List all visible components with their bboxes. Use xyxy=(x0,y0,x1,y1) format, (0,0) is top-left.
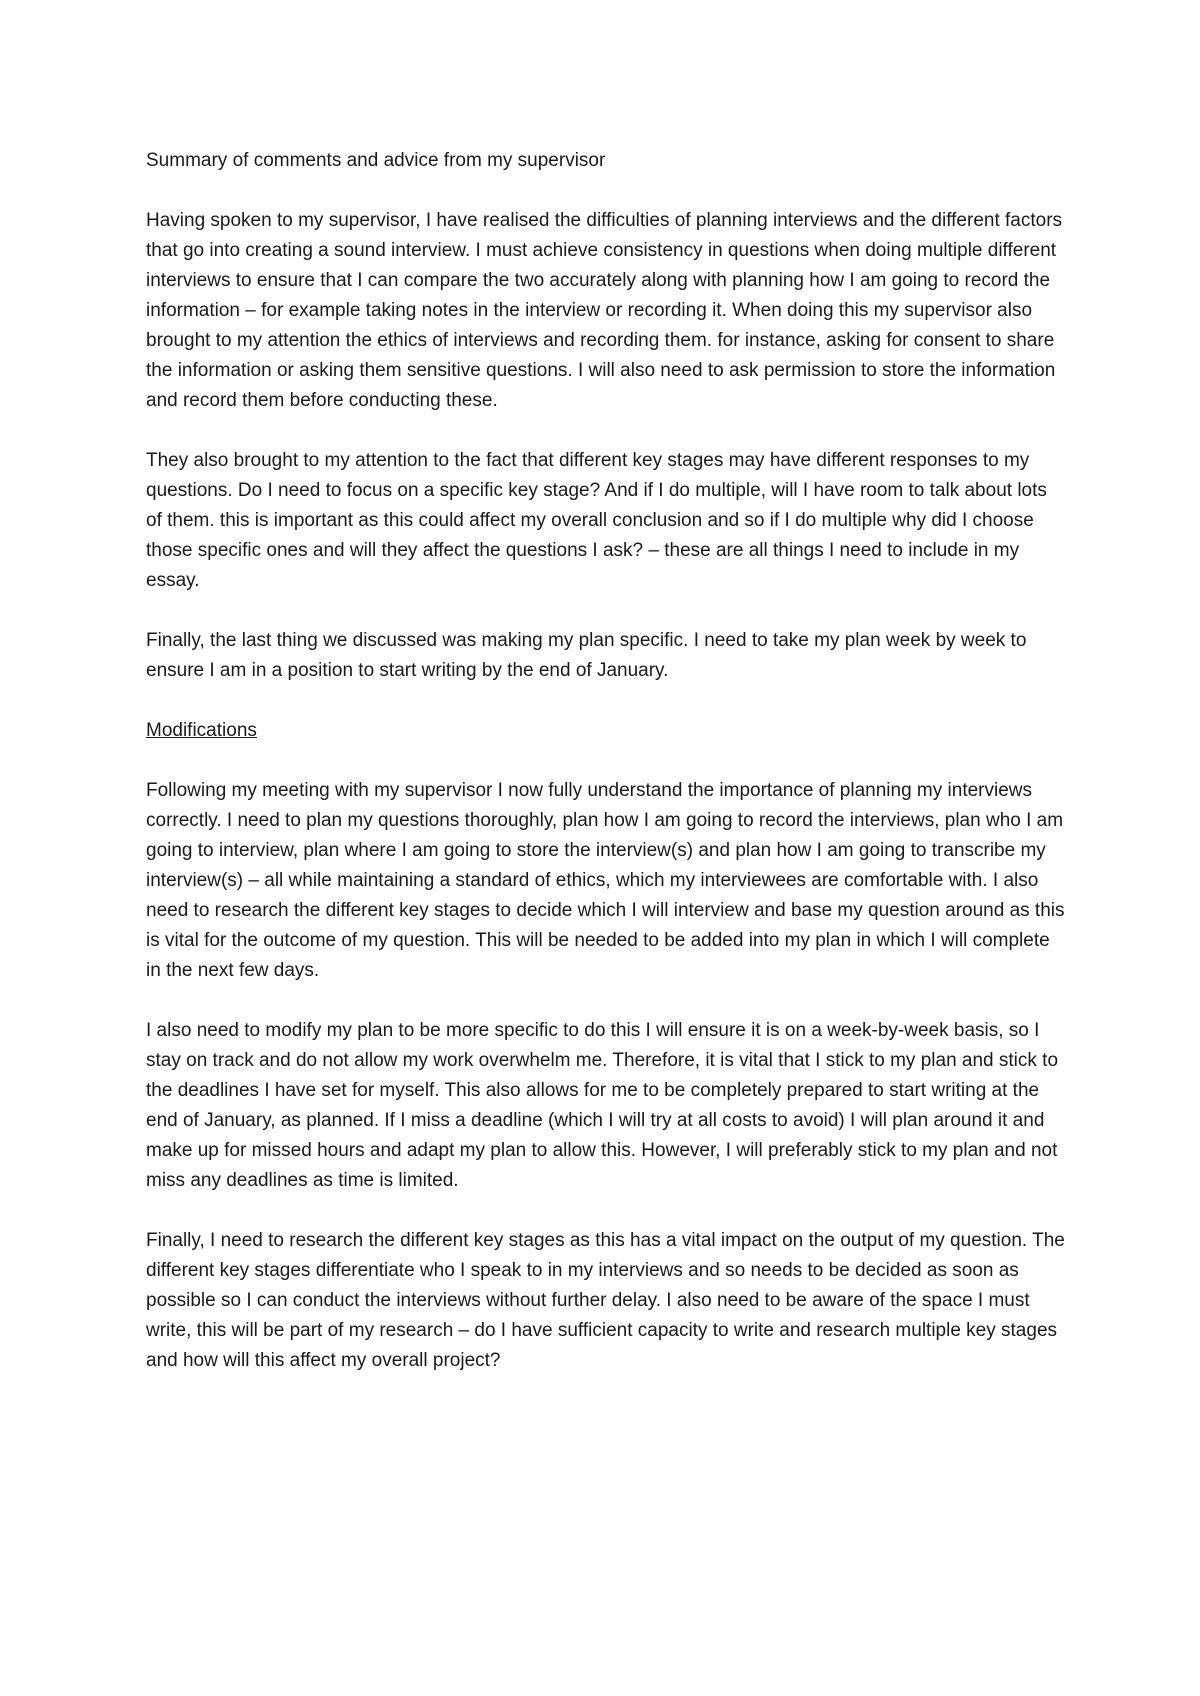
modifications-paragraph-3: Finally, I need to research the different key stages as this has a vital impact on the output of my question. The different key stages differentiate who I speak to in my interviews and so needs to be decided as soon as possible so I can conduct the interviews without further delay. I also need to be aware of the space I must write, this will be part of my research – do I have sufficient capacity to write and research multiple key stages and how will this affect my overall project? xyxy=(146,1230,1065,1371)
document-body xyxy=(146,146,1066,1376)
modifications-paragraph-2: I also need to modify my plan to be more specific to do this I will ensure it is on a week-by-week basis, so I stay on track and do not allow my work overwhelm me. Therefore, it is vital that I stick to my plan and stick to the deadlines I have set for myself. This also allows for me to be completely prepared to start writing at the end of January, as planned. If I miss a deadline (which I will try at all costs to avoid) I will plan around it and make up for missed hours and adapt my plan to allow this. However, I will preferably stick to my plan and not miss any deadlines as time is limited. xyxy=(146,1020,1059,1191)
modifications-paragraph-1: Following my meeting with my supervisor I now fully understand the importance of planning my interviews correctly. I need to plan my questions thoroughly, plan how I am going to record the interviews, plan who I am going to interview, plan where I am going to store the interview(s) and plan how I am going to transcribe my interview(s) – all while maintaining a standard of ethics, which my interviewees are comfortable with. I also need to research the different key stages to decide which I will interview and base my question around as this is vital for the outcome of my question. This will be needed to be added into my plan in which I will complete in the next few days. xyxy=(146,780,1065,981)
summary-paragraph-2: They also brought to my attention to the fact that different key stages may have different responses to my questions. Do I need to focus on a specific key stage? And if I do multiple, will I have room to talk about lots of them. this is important as this could affect my overall conclusion and so if I do multiple why did I choose those specific ones and will they affect the questions I ask? – these are all things I need to include in my essay. xyxy=(146,450,1047,591)
summary-paragraph-1: Having spoken to my supervisor, I have realised the difficulties of planning interviews and the different factors that go into creating a sound interview. I must achieve consistency in questions when doing multiple different interviews to ensure that I can compare the two accurately along with planning how I am going to record the information – for example taking notes in the interview or recording it. When doing this my supervisor also brought to my attention the ethics of interviews and recording them. for instance, asking for consent to share the information or asking them sensitive questions. I will also need to ask permission to store the information and record them before conducting these. xyxy=(146,210,1063,411)
summary-paragraph-3: Finally, the last thing we discussed was making my plan specific. I need to take my plan week by week to ensure I am in a position to start writing by the end of January. xyxy=(146,630,1027,681)
modifications-heading: Modifications xyxy=(146,720,257,741)
document-title: Summary of comments and advice from my supervisor xyxy=(146,150,606,171)
